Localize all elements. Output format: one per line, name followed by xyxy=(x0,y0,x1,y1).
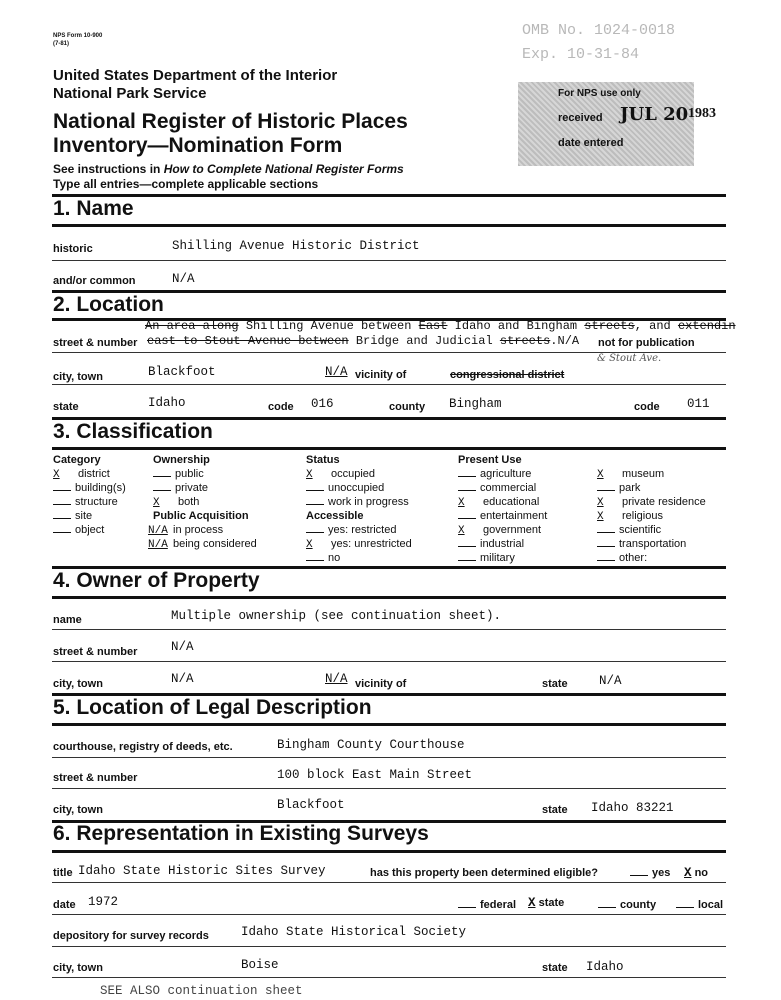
section-5-title: 5. Location of Legal Description xyxy=(53,696,372,719)
common-name: N/A xyxy=(172,272,195,286)
legal-city-label: city, town xyxy=(53,804,103,816)
acquisition-label: in process xyxy=(173,524,224,536)
acquisition-label: being considered xyxy=(173,538,257,550)
status-label: work in progress xyxy=(328,496,409,508)
received-year: 1983 xyxy=(688,106,716,121)
ownership-option xyxy=(153,496,199,509)
common-label: and/or common xyxy=(53,275,136,287)
present-use-option xyxy=(458,482,536,494)
form-revision: (7-81) xyxy=(53,41,70,47)
instructions: See instructions in How to Complete National Register Forms xyxy=(53,162,404,176)
present-use-mark xyxy=(458,538,476,547)
present-use-mark: X xyxy=(597,497,604,509)
section-4-title: 4. Owner of Property xyxy=(53,569,260,592)
section-1-title: 1. Name xyxy=(53,197,134,220)
owner-name-label: name xyxy=(53,614,82,626)
acquisition-heading: Public Acquisition xyxy=(153,510,249,522)
present-use-label: educational xyxy=(483,496,540,508)
owner-vicinity-label: vicinity of xyxy=(355,678,407,690)
accessible-option xyxy=(306,524,396,536)
category-mark xyxy=(53,482,71,491)
acquisition-mark: N/A xyxy=(148,539,168,551)
present-use-mark: X xyxy=(458,525,465,537)
present-use-label: industrial xyxy=(480,538,525,550)
category-option xyxy=(53,482,126,494)
owner-name: Multiple ownership (see continuation sheet). xyxy=(171,609,502,623)
survey-title-label: title xyxy=(53,867,73,879)
present-use-label: military xyxy=(480,552,515,564)
present-use-label: entertainment xyxy=(480,510,548,522)
handwritten-note: & Stout Ave. xyxy=(597,353,662,364)
ownership-option xyxy=(153,482,208,494)
status-mark: X xyxy=(306,469,313,481)
county-code: 011 xyxy=(687,397,710,411)
category-label: object xyxy=(75,524,105,536)
depository-label: depository for survey records xyxy=(53,930,209,942)
city-value: Blackfoot xyxy=(148,365,216,379)
present-use-label: museum xyxy=(622,468,665,480)
state-code-label: code xyxy=(268,401,294,413)
present-use-label: commercial xyxy=(480,482,537,494)
survey-city: Boise xyxy=(241,958,279,972)
acquisition-option xyxy=(148,538,257,551)
survey-state-label: state xyxy=(542,962,568,974)
present-use-option xyxy=(458,538,524,550)
date-entered-label: date entered xyxy=(558,137,624,149)
status-option xyxy=(306,482,384,494)
accessible-mark: X xyxy=(306,539,313,551)
present-use-option xyxy=(597,482,640,494)
accessible-mark xyxy=(306,524,324,533)
present-use-option xyxy=(458,524,541,537)
section-3-title: 3. Classification xyxy=(53,420,213,443)
received-label: received xyxy=(558,112,603,124)
street-number-label: street & number xyxy=(53,337,138,349)
received-date: JUL 20 xyxy=(620,104,689,125)
category-option xyxy=(53,468,110,481)
category-label: building(s) xyxy=(75,482,126,494)
legal-street: 100 block East Main Street xyxy=(277,768,473,782)
category-label: site xyxy=(75,510,93,522)
ownership-mark xyxy=(153,482,171,491)
status-heading: Status xyxy=(306,454,340,466)
status-label: occupied xyxy=(331,468,376,480)
acquisition-mark: N/A xyxy=(148,525,168,537)
department-name: United States Department of the Interior xyxy=(53,67,338,84)
level-county: county xyxy=(598,899,656,911)
omb-number: OMB No. 1024-0018 xyxy=(522,22,676,39)
historic-name: Shilling Avenue Historic District xyxy=(172,239,420,253)
accessible-option xyxy=(306,538,412,551)
level-state: X state xyxy=(528,896,565,910)
category-mark xyxy=(53,510,71,519)
legal-city: Blackfoot xyxy=(277,798,345,812)
nps-use-stamp xyxy=(518,82,716,166)
ownership-option xyxy=(153,468,204,480)
state-value: Idaho xyxy=(148,396,186,410)
eligible-question: has this property been determined eligible? xyxy=(370,867,598,879)
category-label: district xyxy=(78,468,110,480)
category-label: structure xyxy=(75,496,118,508)
present-use-option xyxy=(458,468,531,480)
category-option xyxy=(53,496,118,508)
present-use-heading: Present Use xyxy=(458,454,522,466)
present-use-label: agriculture xyxy=(480,468,532,480)
present-use-label: park xyxy=(619,482,641,494)
instructions-line2: Type all entries—complete applicable sections xyxy=(53,177,319,191)
agency-name: National Park Service xyxy=(53,85,207,102)
eligible-no: X no xyxy=(684,866,709,880)
status-option xyxy=(306,468,375,481)
owner-state: N/A xyxy=(599,674,622,688)
present-use-option xyxy=(458,496,539,509)
present-use-mark: X xyxy=(597,511,604,523)
owner-vicinity-value: N/A xyxy=(325,672,348,686)
present-use-label: scientific xyxy=(619,524,662,536)
city-label: city, town xyxy=(53,371,103,383)
category-mark xyxy=(53,496,71,505)
present-use-mark xyxy=(458,552,476,561)
vicinity-label: vicinity of xyxy=(355,369,407,381)
accessible-label: no xyxy=(328,552,341,564)
ownership-mark: X xyxy=(153,497,160,509)
owner-state-label: state xyxy=(542,678,568,690)
accessible-option xyxy=(306,552,340,564)
vicinity-value: N/A xyxy=(325,365,348,379)
ownership-label: private xyxy=(175,482,209,494)
category-mark: X xyxy=(53,469,60,481)
level-local: local xyxy=(676,899,723,911)
present-use-mark xyxy=(458,482,476,491)
present-use-label: private residence xyxy=(622,496,706,508)
survey-city-label: city, town xyxy=(53,962,103,974)
courthouse-label: courthouse, registry of deeds, etc. xyxy=(53,741,233,753)
nps-use-label: For NPS use only xyxy=(558,88,641,99)
present-use-option xyxy=(597,538,686,550)
legal-state-label: state xyxy=(542,804,568,816)
owner-city-label: city, town xyxy=(53,678,103,690)
present-use-mark: X xyxy=(458,497,465,509)
owner-street-label: street & number xyxy=(53,646,138,658)
congressional-district-label: congressional district xyxy=(450,369,565,381)
survey-title: Idaho State Historic Sites Survey xyxy=(78,864,326,878)
accessible-heading: Accessible xyxy=(306,510,364,522)
continuation-note: SEE ALSO continuation sheet xyxy=(100,984,303,998)
acquisition-option xyxy=(148,524,223,537)
accessible-label: yes: restricted xyxy=(328,524,397,536)
status-option xyxy=(306,496,409,508)
present-use-option xyxy=(458,510,547,522)
category-option xyxy=(53,524,104,536)
present-use-mark xyxy=(597,482,615,491)
ownership-label: public xyxy=(175,468,204,480)
present-use-mark xyxy=(597,538,615,547)
accessible-mark xyxy=(306,552,324,561)
owner-street: N/A xyxy=(171,640,194,654)
category-mark xyxy=(53,524,71,533)
form-number: NPS Form 10-900 xyxy=(53,33,103,39)
omb-expiry: Exp. 10-31-84 xyxy=(522,46,640,63)
present-use-mark xyxy=(458,468,476,477)
form-title-line2: Inventory—Nomination Form xyxy=(53,134,343,157)
section-2-title: 2. Location xyxy=(53,293,164,316)
present-use-label: other: xyxy=(619,552,648,564)
present-use-mark xyxy=(458,510,476,519)
present-use-option xyxy=(458,552,515,564)
location-line2: east to Stout Avenue between Bridge and Judicial streets.N/A xyxy=(147,334,580,348)
present-use-option xyxy=(597,524,661,536)
county-code-label: code xyxy=(634,401,660,413)
form-title-line1: National Register of Historic Places xyxy=(53,110,408,133)
survey-state: Idaho xyxy=(586,960,624,974)
status-label: unoccupied xyxy=(328,482,385,494)
present-use-label: government xyxy=(483,524,542,536)
present-use-label: religious xyxy=(622,510,663,522)
present-use-mark xyxy=(597,552,615,561)
ownership-label: both xyxy=(178,496,200,508)
legal-state: Idaho 83221 xyxy=(591,801,674,815)
owner-city: N/A xyxy=(171,672,194,686)
present-use-mark xyxy=(597,524,615,533)
present-use-option xyxy=(597,468,664,481)
state-code: 016 xyxy=(311,397,334,411)
present-use-mark: X xyxy=(597,469,604,481)
category-option xyxy=(53,510,92,522)
state-label: state xyxy=(53,401,79,413)
county-value: Bingham xyxy=(449,397,502,411)
survey-date: 1972 xyxy=(88,895,119,909)
not-for-publication-label: not for publication xyxy=(598,337,695,349)
historic-label: historic xyxy=(53,243,93,255)
category-heading: Category xyxy=(53,454,101,466)
courthouse-value: Bingham County Courthouse xyxy=(277,738,465,752)
section-6-title: 6. Representation in Existing Surveys xyxy=(53,822,429,845)
depository-value: Idaho State Historical Society xyxy=(241,925,467,939)
present-use-label: transportation xyxy=(619,538,687,550)
location-line1: An area along Shilling Avenue between East Idaho and Bingham streets, and extendin xyxy=(145,319,736,333)
status-mark xyxy=(306,482,324,491)
present-use-option xyxy=(597,552,647,564)
accessible-label: yes: unrestricted xyxy=(331,538,412,550)
present-use-option xyxy=(597,510,663,523)
legal-street-label: street & number xyxy=(53,772,138,784)
eligible-yes: yes xyxy=(630,867,670,879)
level-federal: federal xyxy=(458,899,516,911)
status-mark xyxy=(306,496,324,505)
county-label: county xyxy=(389,401,426,413)
survey-date-label: date xyxy=(53,899,76,911)
present-use-option xyxy=(597,496,706,509)
ownership-heading: Ownership xyxy=(153,454,210,466)
ownership-mark xyxy=(153,468,171,477)
